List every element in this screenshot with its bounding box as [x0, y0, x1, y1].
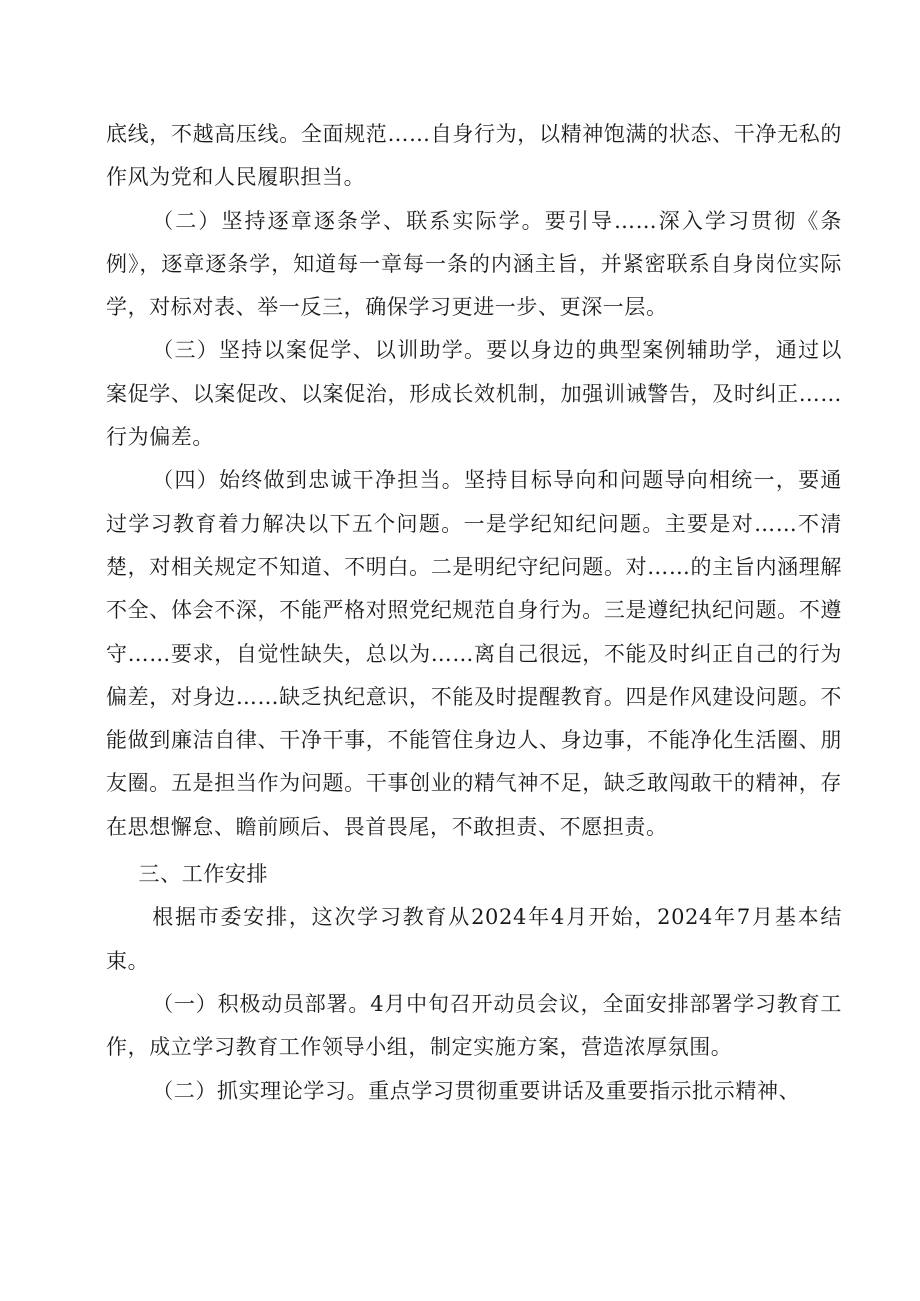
section-heading-work-arrangement: 三、工作安排: [138, 862, 269, 887]
paragraph-item-2: （二）坚持逐章逐条学、联系实际学。要引导……深入学习贯彻《条例》，逐章逐条学，知道每一章每一条的内涵主旨，并紧密联系自身岗位实际学，对标对表、举一反三，确保学习更进一步、更深一层。: [106, 208, 842, 320]
paragraph-mobilize: （一）积极动员部署。4月中旬召开动员会议，全面安排部署学习教育工作，成立学习教育工作领导小组，制定实施方案，营造浓厚氛围。: [106, 991, 842, 1060]
paragraph-theory-study: （二）抓实理论学习。重点学习贯彻重要讲话及重要指示批示精神、: [152, 1078, 801, 1103]
paragraph-continuation: 底线，不越高压线。全面规范……自身行为，以精神饱满的状态、干净无私的作风为党和人民履职担当。: [106, 122, 842, 190]
paragraph-item-4: （四）始终做到忠诚干净担当。坚持目标导向和问题导向相统一，要通过学习教育着力解决以下五个问题。一是学纪知纪问题。主要是对……不清楚，对相关规定不知道、不明白。二是明纪守纪问题。对……的主旨内涵理解不全、体会不深，不能严格对照党纪规范自身行为。三是遵纪执纪问题。不遵守……要求，自觉性缺失，总以为……离自己很远，不能及时纠正自己的行为偏差，对身边……缺乏执纪意识，不能及时提醒教育。四是作风建设问题。不能做到廉洁自律、干净干事，不能管住身边人、身边事，不能净化生活圈、朋友圈。五是担当作为问题。干事创业的精气神不足，缺乏敢闯敢干的精神，存在思想懈怠、瞻前顾后、畏首畏尾，不敢担责、不愿担责。: [106, 468, 842, 839]
paragraph-schedule: 根据市委安排，这次学习教育从2024年4月开始，2024年7月基本结束。: [106, 905, 842, 973]
document-body: [106, 113, 842, 1113]
paragraph-item-3: （三）坚持以案促学、以训助学。要以身边的典型案例辅助学，通过以案促学、以案促改、以案促治，形成长效机制，加强训诫警告，及时纠正……行为偏差。: [106, 338, 842, 450]
